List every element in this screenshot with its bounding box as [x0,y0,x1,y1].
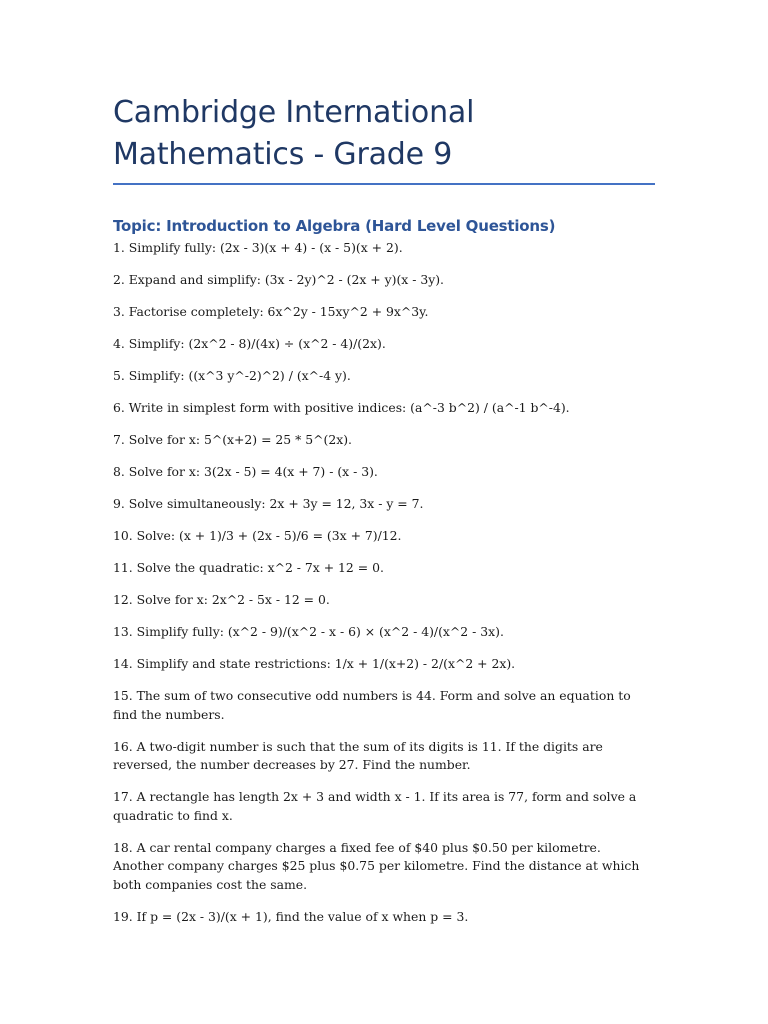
question-item: 2. Expand and simplify: (3x - 2y)^2 - (2x + y)(x - 3y). [113,272,444,287]
question-item: 17. A rectangle has length 2x + 3 and width x - 1. If its area is 77, form and solve a quadratic to find x. [113,789,637,823]
question-item: 6. Write in simplest form with positive indices: (a^-3 b^2) / (a^-1 b^-4). [113,400,570,415]
question-item: 1. Simplify fully: (2x - 3)(x + 4) - (x - 5)(x + 2). [113,240,403,255]
question-item: 12. Solve for x: 2x^2 - 5x - 12 = 0. [113,592,330,607]
question-item: 5. Simplify: ((x^3 y^-2)^2) / (x^-4 y). [113,368,351,383]
question-item: 13. Simplify fully: (x^2 - 9)/(x^2 - x - 6) × (x^2 - 4)/(x^2 - 3x). [113,624,504,639]
question-item: 10. Solve: (x + 1)/3 + (2x - 5)/6 = (3x + 7)/12. [113,528,402,543]
question-item: 8. Solve for x: 3(2x - 5) = 4(x + 7) - (x - 3). [113,464,378,479]
document-page [113,92,655,940]
question-item: 11. Solve the quadratic: x^2 - 7x + 12 = 0. [113,560,384,575]
question-item: 3. Factorise completely: 6x^2y - 15xy^2 + 9x^3y. [113,304,429,319]
topic-heading: Topic: Introduction to Algebra (Hard Level Questions) [113,217,556,235]
question-item: 14. Simplify and state restrictions: 1/x + 1/(x+2) - 2/(x^2 + 2x). [113,656,516,671]
question-item: 15. The sum of two consecutive odd numbers is 44. Form and solve an equation to find the numbers. [113,688,631,722]
question-item: 19. If p = (2x - 3)/(x + 1), find the value of x when p = 3. [113,908,469,924]
question-item: 18. A car rental company charges a fixed fee of $40 plus $0.50 per kilometre. Another company charges $25 plus $0.75 per kilometre. Find the distance at which both companies cost the same. [113,839,640,892]
question-item: 4. Simplify: (2x^2 - 8)/(4x) ÷ (x^2 - 4)/(2x). [113,336,386,351]
question-item: 9. Solve simultaneously: 2x + 3y = 12, 3x - y = 7. [113,496,424,511]
question-item: 7. Solve for x: 5^(x+2) = 25 * 5^(2x). [113,432,352,447]
document-title: Cambridge International Mathematics - Grade 9 [113,95,475,172]
question-item: 16. A two-digit number is such that the sum of its digits is 11. If the digits are reversed, the number decreases by 27. Find the number. [113,738,603,772]
question-list [113,239,655,926]
title-underline-divider [113,183,655,185]
